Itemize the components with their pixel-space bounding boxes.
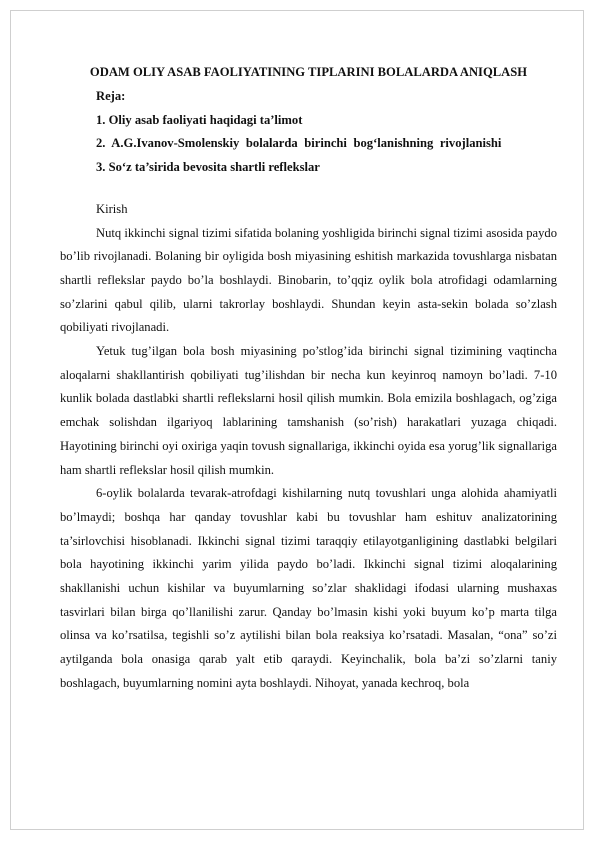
plan-outline [60, 85, 557, 179]
outline-item: 3. So‘z ta’sirida bevosita shartli reflekslar [96, 159, 320, 174]
outline-item: 1. Oliy asab faoliyati haqidagi ta’limot [96, 112, 303, 127]
body-paragraph: Yetuk tug’ilgan bola bosh miyasining po’stlog’ida birinchi signal tizimining vaqtincha aloqalarni shakllantirish qobiliyati tug’ilishdan bir necha kun keyinroq namoyn bo’ladi. 7-10 kunlik bolada dastlabki shartli reflekslarni hosil qilish mumkin. Bola emizila boshlagach, og’ziga emchak solishdan ilgariyoq lablarining tamshanish (so’rish) harakatlari yuzaga chiqadi. Hayotining birinchi oyi oxiriga yaqin tovush signallariga, ikkinchi oyida esa yorug’lik signallariga ham shartli reflekslar hosil qilish mumkin. [60, 344, 557, 477]
body-paragraph: Nutq ikkinchi signal tizimi sifatida bolaning yoshligida birinchi signal tizimi asosida paydo bo’lib rivojlanadi. Bolaning bir oyligida bosh miyasining eshitish markazida tovushlarga nisbatan shartli reflekslar paydo bo’la boshlaydi. Binobarin, to’qqiz oylik bola atrofidagi odamlarning so’zlarini qabul qilib, ularni takrorlay boshlaydi. Shundan keyin asta-sekin bolada so’zlash qobiliyati rivojlanadi. [60, 225, 557, 335]
spacer [60, 179, 557, 198]
document-page [10, 10, 584, 830]
outline-heading: Reja: [96, 89, 126, 103]
page-content [60, 63, 557, 696]
body-paragraph: 6-oylik bolalarda tevarak-atrofdagi kishilarning nutq tovushlari unga alohida ahamiyatli bo’lmaydi; boshqa har qanday tovushlar kabi bu tovushlar ham eshituv analizatorining ta’sirlovchisi hisoblanadi. Ikkinchi signal tizimi taraqqiy etilayotganligining dastlabki belgilari bola hayotining ikkinchi yarim yilida paydo bo’ladi. Ikkinchi signal tizimi aloqalarining shakllanishi uchun kishilar va buyumlarning so’zlar shaklidagi ifodasi ularning mushaxas tasvirlari bilan birga qo’llanilishi zarur. Qanday bo’lmasin kishi yoki buyum ko’p marta tilga olinsa va ko’rsatilsa, tegishli so’z aytilishi bilan bola reaksiya ko’rsatadi. Masalan, “ona” so’zi aytilganda bola onasiga qarab yalt etib qaraydi. Keyinchalik, bola ba’zi so’zlarni taniy boshlagach, buyumlarning nomini ayta boshlaydi. Nihoyat, yanada kechroq, bola [60, 486, 557, 690]
section-heading: Kirish [96, 202, 128, 216]
outline-item: 2. A.G.Ivanov-Smolenskiy bolalarda birinchi bog‘lanishning rivojlanishi [96, 136, 502, 150]
document-title: ODAM OLIY ASAB FAOLIYATINING TIPLARINI BOLALARDA ANIQLASH [89, 65, 528, 79]
